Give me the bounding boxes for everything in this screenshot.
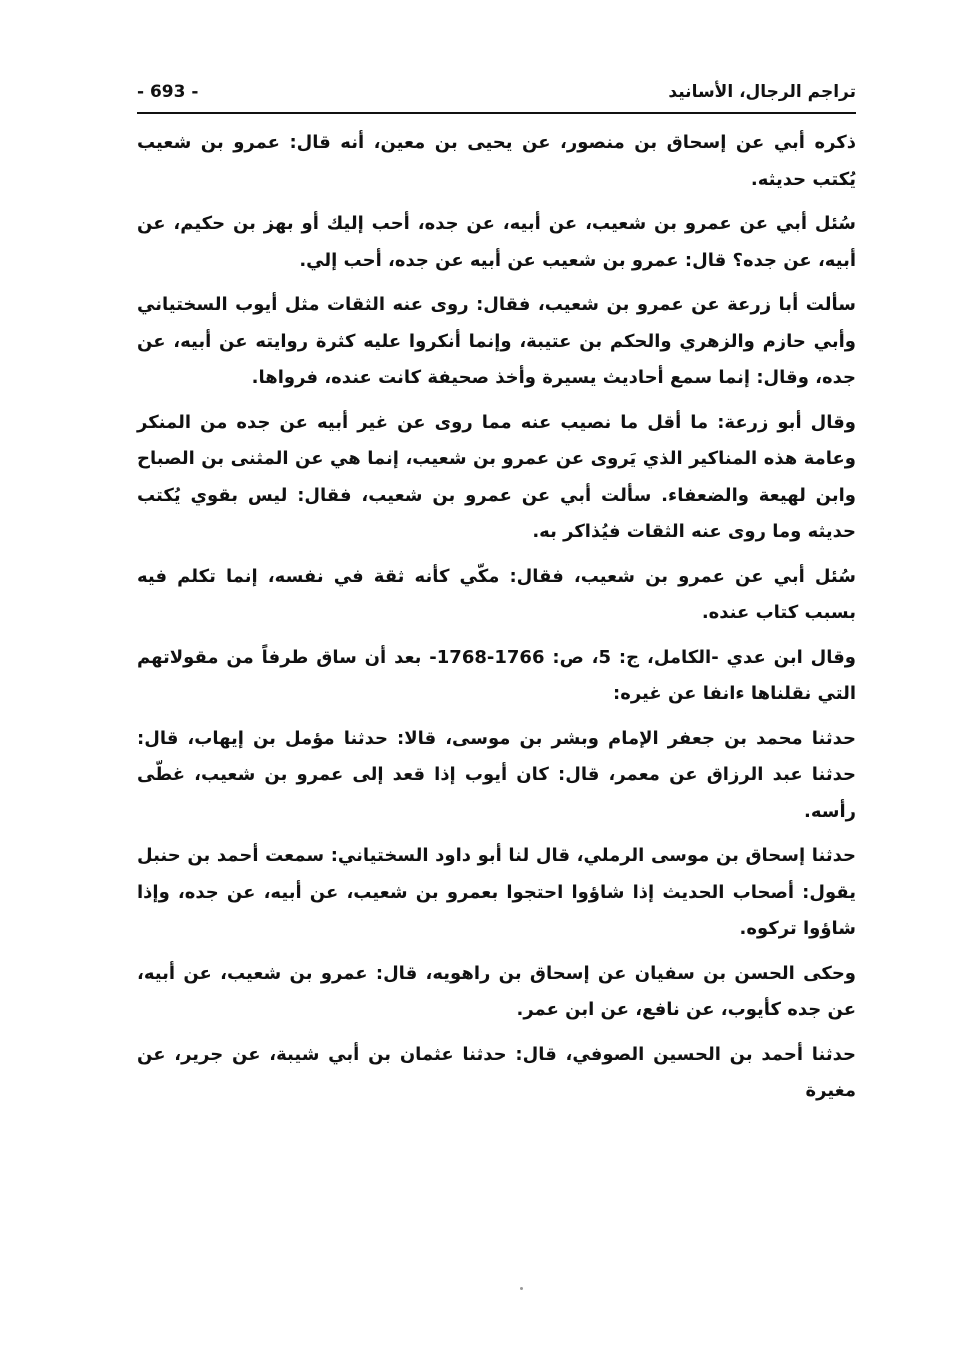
paragraph-5: سُئل أبي عن عمرو بن شعيب، فقال: مكّي كأنه ثقة في نفسه، إنما تكلم فيه بسبب كتاب عنده. <box>137 565 856 623</box>
paragraph-1: ذكره أبي عن إسحاق بن منصور، عن يحيى بن معين، أنه قال: عمرو بن شعيب يُكتب حديثه. <box>137 132 856 190</box>
paragraph-7: حدثنا محمد بن جعفر الإمام وبشر بن موسى، قالا: حدثنا مؤمل بن إيهاب، قال: حدثنا عبد الرزاق عن معمر، قال: كان أيوب إذا قعد إلى عمرو بن شعيب، غطّى رأسه. <box>137 727 856 822</box>
paragraph-2: سُئل أبي عن عمرو بن شعيب، عن أبيه، عن جده، أحب إليك أو بهز بن حكيم، عن أبيه، عن جده؟ قال: عمرو بن شعيب عن أبيه عن جده، أحب إلي. <box>137 213 856 271</box>
paragraph-4: وقال أبو زرعة: ما أقل ما نصيب عنه مما روى عن غير أبيه عن جده من المنكر وعامة هذه المناكير الذي يَروى عن عمرو بن شعيب، إنما هي عن المثنى بن الصباح وابن لهيعة والضعفاء. سألت أبي عن عمرو بن شعيب، فقال: ليس بقوي يُكتب حديثه وما روى عنه الثقات فيُذاكر به. <box>137 411 856 542</box>
paragraph-8: حدثنا إسحاق بن موسى الرملي، قال لنا أبو داود السختياني: سمعت أحمد بن حنبل يقول: أصحاب الحديث إذا شاؤوا احتجوا بعمرو بن شعيب، عن أبيه، عن جده، وإذا شاؤوا تركوه. <box>137 845 856 939</box>
paragraph-9: وحكى الحسن بن سفيان عن إسحاق بن راهويه، قال: عمرو بن شعيب، عن أبيه، عن جده كأيوب، عن نافع، عن ابن عمر. <box>137 962 856 1020</box>
page-body <box>137 125 856 1118</box>
scan-speck <box>520 1287 523 1290</box>
paragraph-6: وقال ابن عدي -الكامل، ج: 5، ص: 1766-1768- بعد أن ساق طرفاً من مقولاتهم التي نقلناها ءانفا عن غيره: <box>137 646 856 704</box>
paragraph-3: سألت أبا زرعة عن عمرو بن شعيب، فقال: روى عنه الثقات مثل أيوب السختياني وأبي حازم والزهري والحكم بن عتيبة، وإنما أنكروا عليه كثرة روايته عن أبيه، عن جده، وقال: إنما سمع أحاديث يسيرة وأخذ صحيفة كانت عنده، فرواها. <box>137 294 856 388</box>
running-title: تراجم الرجال، الأسانيد <box>668 82 856 102</box>
page-header <box>137 78 856 114</box>
paragraph-10: حدثنا أحمد بن الحسين الصوفي، قال: حدثنا عثمان بن أبي شيبة، عن جرير، عن مغيرة <box>137 1043 856 1101</box>
page-number: - 693 - <box>137 82 199 102</box>
